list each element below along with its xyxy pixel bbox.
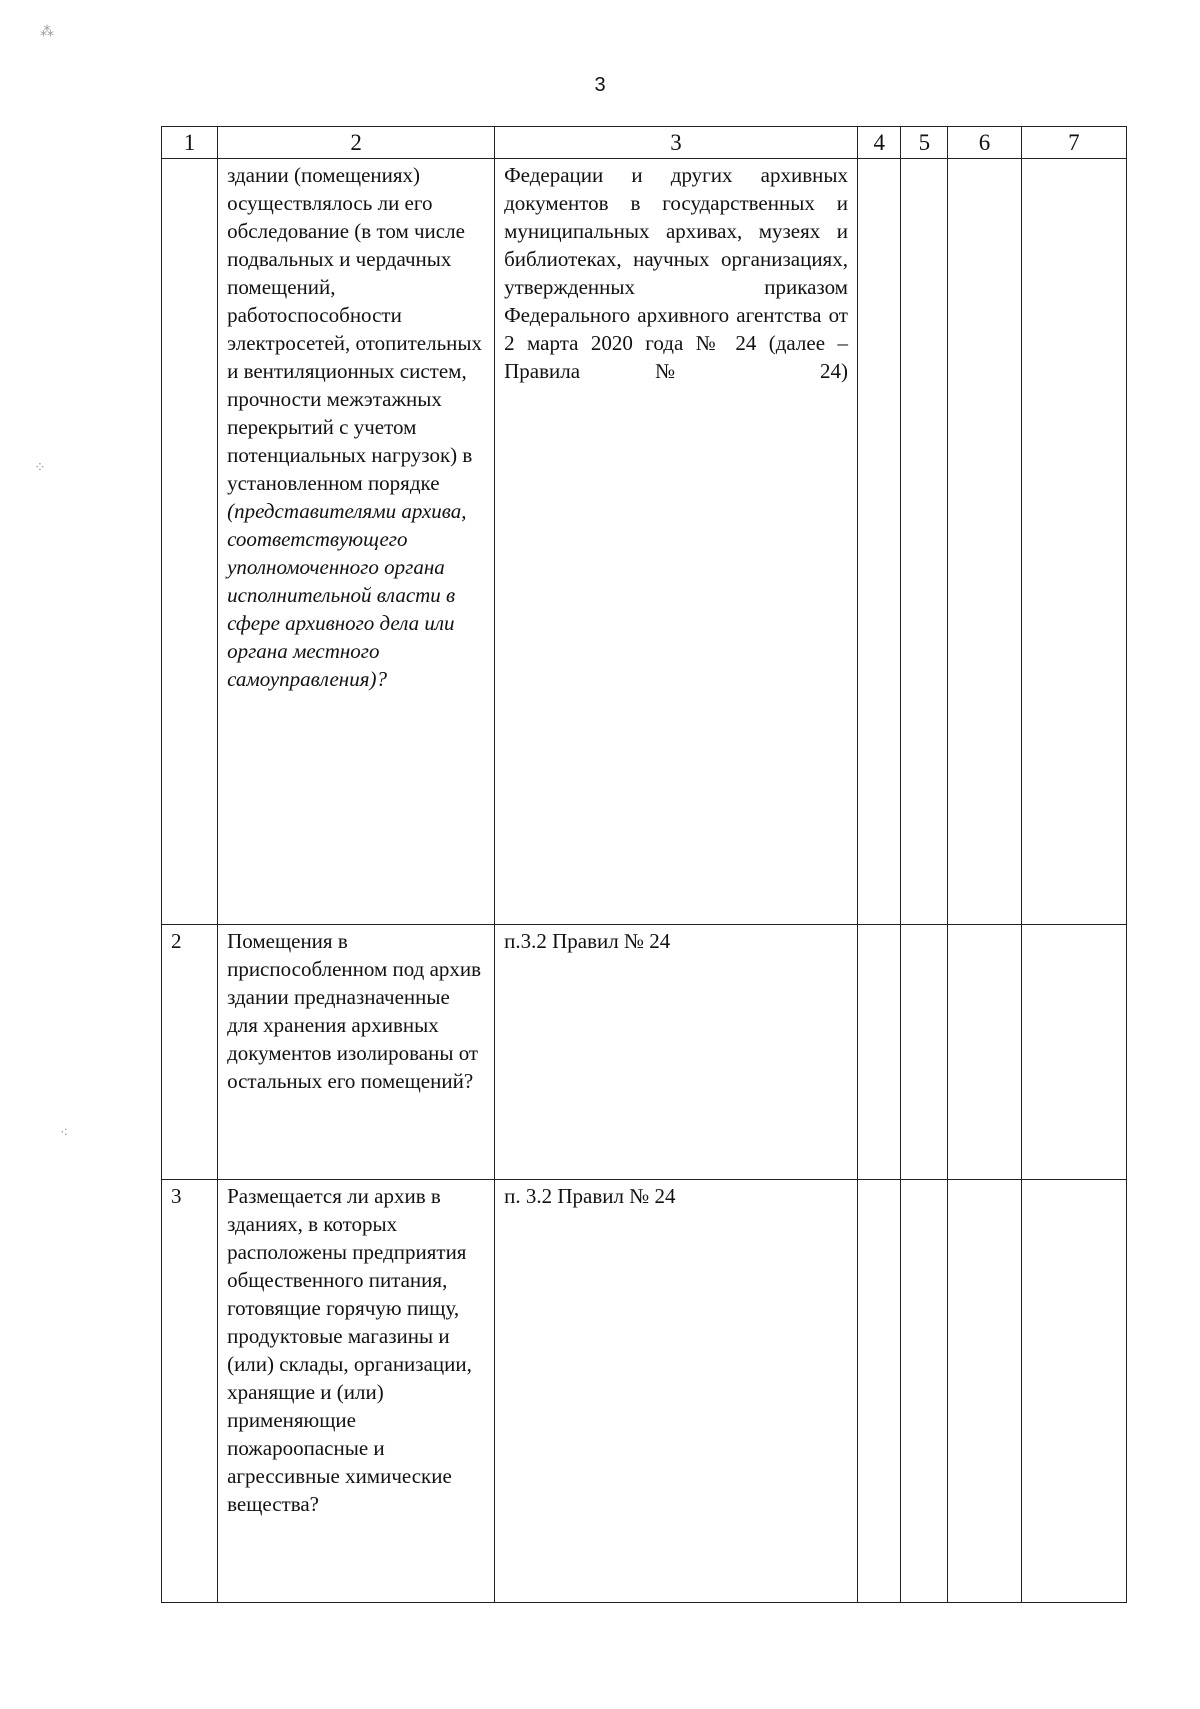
question-italic-text: (представителями архива, соответствующего уполномоченного органа исполнительной власти в сфере архивного дела или органа местного самоуправления)? [227,499,467,691]
reference-text: п. 3.2 Правил № 24 [504,1184,676,1208]
row-number: 3 [162,1180,218,1603]
column-header: 2 [218,127,495,159]
column-header: 7 [1021,127,1126,159]
empty-cell [1021,159,1126,925]
page-number: 3 [594,74,606,96]
scan-speck: ⁂ [40,24,54,40]
empty-cell [857,1180,900,1603]
question-cell [218,1180,495,1603]
empty-cell [948,159,1021,925]
column-header: 4 [857,127,900,159]
checklist-table [161,126,1127,1603]
question-text: здании (помещениях) осуществлялось ли его обследование (в том числе подвальных и чердачных помещений, работоспособности электросетей, отопительных и вентиляционных систем, прочности межэтажных перекрытий с учетом потенциальных нагрузок) в установленном порядке [227,163,483,495]
empty-cell [948,925,1021,1180]
question-cell [218,159,495,925]
table-row [162,925,1127,1180]
empty-cell [901,159,948,925]
empty-cell [901,925,948,1180]
reference-cell [495,159,858,925]
reference-text-end: № 24) [655,359,848,383]
row-number: 2 [162,925,218,1180]
table-row [162,159,1127,925]
reference-text: п.3.2 Правил № 24 [504,929,671,953]
empty-cell [901,1180,948,1603]
reference-cell [495,1180,858,1603]
reference-cell [495,925,858,1180]
empty-cell [1021,1180,1126,1603]
empty-cell [857,925,900,1180]
question-text: Размещается ли архив в зданиях, в которых расположены предприятия общественного питания, готовящие горячую пищу, продуктовые магазины и (или) склады, организации, хранящие и (или) применяющие пожароопасные и агрессивные химические вещества? [227,1184,472,1516]
column-header: 3 [495,127,858,159]
reference-text: Федерации и других архивных документов в государственных и муниципальных архивах, музеях и библиотеках, научных организациях, утвержденных приказом Федерального архивного агентства от 2 марта 2020 года № 24 (далее – Правила [504,163,848,383]
question-cell [218,925,495,1180]
row-number [162,159,218,925]
scan-speck: ⁖ [60,1125,69,1141]
empty-cell [1021,925,1126,1180]
table-row [162,1180,1127,1603]
question-text: Помещения в приспособленном под архив здании предназначенные для хранения архивных документов изолированы от остальных его помещений? [227,929,482,1093]
column-header: 1 [162,127,218,159]
empty-cell [948,1180,1021,1603]
column-header: 6 [948,127,1021,159]
table-header-row [162,127,1127,159]
scan-speck: ⁘ [34,460,46,476]
empty-cell [857,159,900,925]
column-header: 5 [901,127,948,159]
